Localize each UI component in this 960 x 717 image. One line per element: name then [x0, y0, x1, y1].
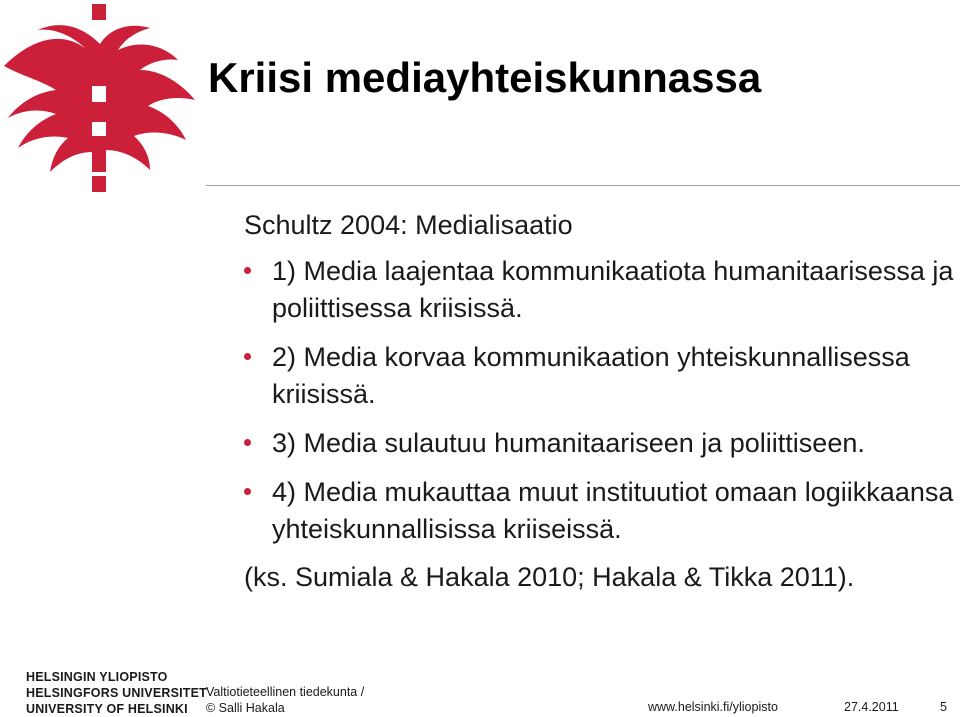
reference-text: (ks. Sumiala & Hakala 2010; Hakala & Tikka 2011). [244, 562, 855, 592]
department-name: Valtiotieteellinen tiedekunta / [206, 685, 365, 699]
bullet-text: 3) Media sulautuu humanitaariseen ja poliittiseen. [272, 428, 865, 458]
bullet-dot-icon [244, 267, 251, 274]
bullet-dot-icon [244, 488, 251, 495]
footer-date: 27.4.2011 [844, 700, 899, 714]
wordmark-line: UNIVERSITY OF HELSINKI [26, 702, 188, 716]
university-wordmark [26, 669, 207, 717]
list-item [244, 425, 954, 462]
list-item [244, 339, 954, 413]
bullet-text: 4) Media mukauttaa muut instituutiot omaan logiikkaansa yhteiskunnallisissa kriiseissä. [272, 477, 954, 544]
wordmark-line: HELSINGFORS UNIVERSITET [26, 686, 208, 700]
footer-department [206, 684, 364, 716]
footer-url: www.helsinki.fi/yliopisto [648, 700, 778, 714]
bullet-dot-icon [244, 353, 251, 360]
author-name: © Salli Hakala [206, 701, 285, 715]
bullet-dot-icon [244, 439, 251, 446]
slide-body [244, 210, 954, 593]
list-item [244, 253, 954, 327]
university-flame-logo-icon [0, 0, 205, 195]
bullet-list [244, 253, 954, 548]
list-item [244, 474, 954, 548]
slide-subtitle: Schultz 2004: Medialisaatio [244, 210, 573, 240]
bullet-text: 1) Media laajentaa kommunikaatiota humanitaarisessa ja poliittisessa kriisissä. [272, 256, 954, 323]
title-divider [206, 185, 960, 186]
slide-title: Kriisi mediayhteiskunnassa [208, 54, 762, 101]
wordmark-line: HELSINGIN YLIOPISTO [26, 670, 168, 684]
page-number: 5 [940, 700, 947, 714]
bullet-text: 2) Media korvaa kommunikaation yhteiskunnallisessa kriisissä. [272, 342, 910, 409]
